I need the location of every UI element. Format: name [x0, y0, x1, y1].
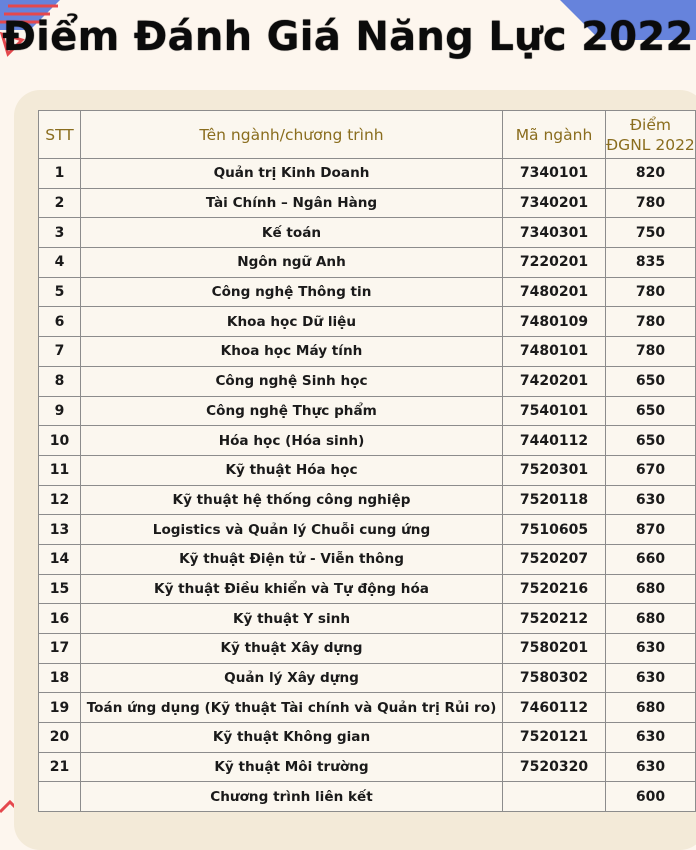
table-row	[39, 426, 696, 456]
header-stt: STT	[39, 111, 81, 159]
cell-program-name: Quản trị Kinh Doanh	[81, 159, 503, 189]
table-row	[39, 396, 696, 426]
cell-program-code: 7480101	[503, 337, 606, 367]
cell-stt: 16	[39, 604, 81, 634]
cell-stt: 12	[39, 485, 81, 515]
table-row	[39, 515, 696, 545]
cell-program-code: 7480109	[503, 307, 606, 337]
header-program-name: Tên ngành/chương trình	[81, 111, 503, 159]
table-row	[39, 782, 696, 812]
cell-stt: 15	[39, 574, 81, 604]
cell-stt: 21	[39, 752, 81, 782]
cell-score: 650	[606, 396, 696, 426]
cell-score: 630	[606, 634, 696, 664]
cell-score: 650	[606, 426, 696, 456]
cell-score: 630	[606, 485, 696, 515]
cell-stt: 3	[39, 218, 81, 248]
cell-program-code: 7520301	[503, 455, 606, 485]
cell-program-name: Kỹ thuật Y sinh	[81, 604, 503, 634]
cell-program-name: Chương trình liên kết	[81, 782, 503, 812]
cell-score: 780	[606, 277, 696, 307]
cell-program-code: 7340301	[503, 218, 606, 248]
header-score: Điểm ĐGNL 2022	[606, 111, 696, 159]
cell-program-code: 7520207	[503, 544, 606, 574]
cell-score: 680	[606, 574, 696, 604]
table-row	[39, 663, 696, 693]
cell-program-code: 7220201	[503, 248, 606, 278]
table-row	[39, 544, 696, 574]
cell-stt: 6	[39, 307, 81, 337]
cell-program-code: 7440112	[503, 426, 606, 456]
cell-stt: 20	[39, 723, 81, 753]
cell-program-name: Kỹ thuật Điều khiển và Tự động hóa	[81, 574, 503, 604]
cell-program-code: 7580302	[503, 663, 606, 693]
table-row	[39, 337, 696, 367]
cell-program-code: 7520121	[503, 723, 606, 753]
cell-stt	[39, 782, 81, 812]
cell-program-code: 7520216	[503, 574, 606, 604]
score-table	[38, 110, 696, 812]
table-row	[39, 307, 696, 337]
cell-program-code: 7580201	[503, 634, 606, 664]
cell-score: 680	[606, 693, 696, 723]
cell-program-code: 7340101	[503, 159, 606, 189]
table-row	[39, 159, 696, 189]
cell-program-code: 7340201	[503, 188, 606, 218]
header-program-code: Mã ngành	[503, 111, 606, 159]
cell-stt: 8	[39, 366, 81, 396]
cell-stt: 2	[39, 188, 81, 218]
table-row	[39, 574, 696, 604]
cell-score: 750	[606, 218, 696, 248]
cell-stt: 19	[39, 693, 81, 723]
cell-score: 780	[606, 337, 696, 367]
table-row	[39, 455, 696, 485]
cell-program-code: 7540101	[503, 396, 606, 426]
cell-program-name: Kỹ thuật Không gian	[81, 723, 503, 753]
cell-stt: 7	[39, 337, 81, 367]
cell-stt: 9	[39, 396, 81, 426]
table-row	[39, 366, 696, 396]
cell-program-name: Kỹ thuật Điện tử - Viễn thông	[81, 544, 503, 574]
table-header-row	[39, 111, 696, 159]
cell-program-name: Công nghệ Thông tin	[81, 277, 503, 307]
table-row	[39, 634, 696, 664]
cell-score: 670	[606, 455, 696, 485]
cell-program-name: Ngôn ngữ Anh	[81, 248, 503, 278]
cell-program-code: 7510605	[503, 515, 606, 545]
cell-stt: 18	[39, 663, 81, 693]
cell-stt: 13	[39, 515, 81, 545]
cell-program-name: Công nghệ Thực phẩm	[81, 396, 503, 426]
cell-program-name: Toán ứng dụng (Kỹ thuật Tài chính và Quản trị Rủi ro)	[81, 693, 503, 723]
cell-score: 780	[606, 188, 696, 218]
cell-stt: 4	[39, 248, 81, 278]
cell-program-name: Kỹ thuật Hóa học	[81, 455, 503, 485]
cell-program-name: Kỹ thuật Môi trường	[81, 752, 503, 782]
cell-program-name: Quản lý Xây dựng	[81, 663, 503, 693]
cell-program-name: Kế toán	[81, 218, 503, 248]
page-title: Điểm Đánh Giá Năng Lực 2022	[2, 14, 694, 60]
cell-score: 680	[606, 604, 696, 634]
cell-stt: 17	[39, 634, 81, 664]
cell-program-code: 7420201	[503, 366, 606, 396]
cell-program-code: 7460112	[503, 693, 606, 723]
table-row	[39, 604, 696, 634]
cell-score: 870	[606, 515, 696, 545]
cell-stt: 11	[39, 455, 81, 485]
cell-program-code: 7520212	[503, 604, 606, 634]
table-row	[39, 218, 696, 248]
cell-score: 820	[606, 159, 696, 189]
table-row	[39, 723, 696, 753]
table-row	[39, 277, 696, 307]
table-row	[39, 248, 696, 278]
cell-score: 780	[606, 307, 696, 337]
cell-stt: 10	[39, 426, 81, 456]
cell-score: 600	[606, 782, 696, 812]
cell-program-code: 7520118	[503, 485, 606, 515]
cell-program-name: Hóa học (Hóa sinh)	[81, 426, 503, 456]
cell-score: 630	[606, 723, 696, 753]
cell-program-code: 7520320	[503, 752, 606, 782]
table-row	[39, 485, 696, 515]
cell-score: 630	[606, 663, 696, 693]
cell-program-name: Khoa học Máy tính	[81, 337, 503, 367]
cell-score: 630	[606, 752, 696, 782]
cell-stt: 14	[39, 544, 81, 574]
cell-program-name: Công nghệ Sinh học	[81, 366, 503, 396]
cell-score: 660	[606, 544, 696, 574]
cell-program-name: Kỹ thuật hệ thống công nghiệp	[81, 485, 503, 515]
table-row	[39, 752, 696, 782]
cell-program-name: Logistics và Quản lý Chuỗi cung ứng	[81, 515, 503, 545]
cell-program-code	[503, 782, 606, 812]
cell-stt: 1	[39, 159, 81, 189]
table-row	[39, 693, 696, 723]
cell-program-name: Khoa học Dữ liệu	[81, 307, 503, 337]
cell-score: 835	[606, 248, 696, 278]
cell-program-name: Kỹ thuật Xây dựng	[81, 634, 503, 664]
cell-stt: 5	[39, 277, 81, 307]
cell-score: 650	[606, 366, 696, 396]
table-row	[39, 188, 696, 218]
cell-program-code: 7480201	[503, 277, 606, 307]
cell-program-name: Tài Chính – Ngân Hàng	[81, 188, 503, 218]
